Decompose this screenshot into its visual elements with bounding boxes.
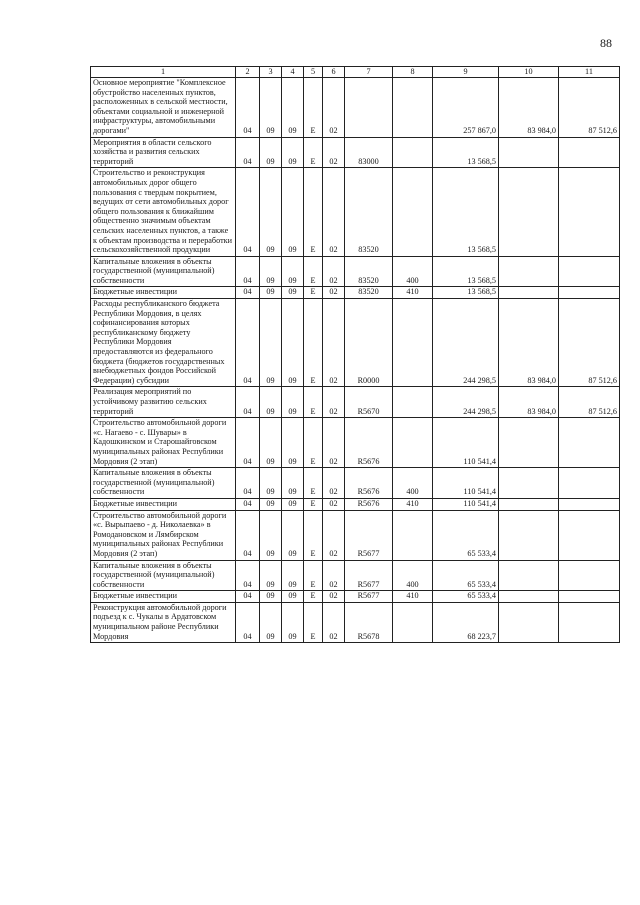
code-cell: 02 — [323, 418, 345, 468]
amount-cell — [559, 602, 620, 642]
amount-cell: 244 298,5 — [433, 299, 499, 387]
table-row — [91, 137, 620, 168]
code-cell: 410 — [393, 498, 433, 510]
amount-cell: 68 223,7 — [433, 602, 499, 642]
code-cell: 400 — [393, 560, 433, 591]
code-cell: 02 — [323, 256, 345, 287]
column-header-10: 10 — [499, 67, 559, 78]
code-cell — [393, 387, 433, 418]
code-cell: 09 — [260, 468, 282, 499]
code-cell: Е — [304, 256, 323, 287]
code-cell: 09 — [282, 510, 304, 560]
code-cell: 09 — [260, 387, 282, 418]
amount-cell: 110 541,4 — [433, 498, 499, 510]
code-cell: 09 — [260, 299, 282, 387]
code-cell: 02 — [323, 591, 345, 603]
code-cell: R5676 — [345, 418, 393, 468]
code-cell: Е — [304, 299, 323, 387]
amount-cell: 244 298,5 — [433, 387, 499, 418]
amount-cell: 13 568,5 — [433, 287, 499, 299]
code-cell: 02 — [323, 602, 345, 642]
code-cell: Е — [304, 591, 323, 603]
amount-cell: 83 984,0 — [499, 387, 559, 418]
amount-cell — [499, 602, 559, 642]
code-cell: 04 — [236, 591, 260, 603]
amount-cell: 13 568,5 — [433, 256, 499, 287]
row-name: Бюджетные инвестиции — [91, 498, 236, 510]
row-name: Строительство и реконструкция автомобильных дорог общего пользования с твердым покрытием, ведущих от сети автомобильных дорог общего пользования к ближайшим общественно значимым объектам сельских населенных пунктов, а также к объектам производства и переработки сельскохозяйственной продукции — [91, 168, 236, 256]
table-row — [91, 468, 620, 499]
page-number: 88 — [600, 36, 612, 50]
code-cell: 04 — [236, 387, 260, 418]
code-cell — [393, 418, 433, 468]
code-cell: 04 — [236, 498, 260, 510]
code-cell: 04 — [236, 78, 260, 138]
code-cell: 02 — [323, 468, 345, 499]
code-cell: 04 — [236, 560, 260, 591]
code-cell: Е — [304, 78, 323, 138]
code-cell: Е — [304, 137, 323, 168]
code-cell: 09 — [282, 168, 304, 256]
code-cell: Е — [304, 387, 323, 418]
code-cell: 410 — [393, 591, 433, 603]
column-header-5: 5 — [304, 67, 323, 78]
code-cell: 09 — [282, 287, 304, 299]
code-cell: 04 — [236, 137, 260, 168]
column-header-4: 4 — [282, 67, 304, 78]
code-cell: 83520 — [345, 168, 393, 256]
code-cell: 09 — [282, 560, 304, 591]
code-cell: 02 — [323, 299, 345, 387]
code-cell: 04 — [236, 510, 260, 560]
amount-cell — [499, 468, 559, 499]
code-cell: 09 — [282, 498, 304, 510]
row-name: Реконструкция автомобильной дороги подъезд к с. Чукалы в Ардатовском муниципальном районе Республики Мордовия — [91, 602, 236, 642]
row-name: Строительство автомобильной дороги «с. Нагаево - с. Шувары» в Кадошкинском и Старошайговском муниципальных районах Республики Мордовия (2 этап) — [91, 418, 236, 468]
code-cell: Е — [304, 560, 323, 591]
amount-cell: 83 984,0 — [499, 299, 559, 387]
code-cell: R5670 — [345, 387, 393, 418]
code-cell — [393, 168, 433, 256]
budget-table — [90, 66, 620, 643]
code-cell: R5676 — [345, 498, 393, 510]
code-cell: 09 — [282, 468, 304, 499]
table-row — [91, 498, 620, 510]
code-cell: 09 — [260, 78, 282, 138]
column-header-1: 1 — [91, 67, 236, 78]
code-cell: 09 — [282, 78, 304, 138]
amount-cell: 13 568,5 — [433, 168, 499, 256]
code-cell — [345, 78, 393, 138]
amount-cell — [559, 418, 620, 468]
table-row — [91, 418, 620, 468]
amount-cell — [559, 591, 620, 603]
row-name: Бюджетные инвестиции — [91, 591, 236, 603]
row-name: Строительство автомобильной дороги «с. Вырыпаево - д. Николаевка» в Ромодановском и Лямбирском муниципальных районах Республики Мордовия (2 этап) — [91, 510, 236, 560]
code-cell: 09 — [260, 287, 282, 299]
amount-cell: 65 533,4 — [433, 560, 499, 591]
amount-cell: 87 512,6 — [559, 387, 620, 418]
code-cell: 09 — [282, 256, 304, 287]
code-cell: R5678 — [345, 602, 393, 642]
code-cell: R5677 — [345, 560, 393, 591]
amount-cell — [559, 560, 620, 591]
amount-cell — [499, 560, 559, 591]
code-cell: 04 — [236, 287, 260, 299]
code-cell: 02 — [323, 510, 345, 560]
code-cell: 09 — [260, 137, 282, 168]
code-cell: 400 — [393, 256, 433, 287]
code-cell: Е — [304, 287, 323, 299]
amount-cell — [559, 287, 620, 299]
row-name: Реализация мероприятий по устойчивому развитию сельских территорий — [91, 387, 236, 418]
code-cell: 09 — [260, 168, 282, 256]
code-cell: Е — [304, 498, 323, 510]
table-row — [91, 510, 620, 560]
amount-cell — [499, 256, 559, 287]
code-cell: 400 — [393, 468, 433, 499]
code-cell: 09 — [260, 510, 282, 560]
code-cell: R0000 — [345, 299, 393, 387]
code-cell: 09 — [282, 418, 304, 468]
table-row — [91, 591, 620, 603]
code-cell: Е — [304, 468, 323, 499]
column-header-8: 8 — [393, 67, 433, 78]
code-cell — [393, 510, 433, 560]
amount-cell: 110 541,4 — [433, 468, 499, 499]
code-cell: Е — [304, 168, 323, 256]
table-row — [91, 299, 620, 387]
code-cell: R5677 — [345, 510, 393, 560]
row-name: Бюджетные инвестиции — [91, 287, 236, 299]
amount-cell — [499, 137, 559, 168]
amount-cell — [499, 418, 559, 468]
code-cell: 09 — [260, 591, 282, 603]
code-cell: 02 — [323, 498, 345, 510]
code-cell: 09 — [282, 137, 304, 168]
table-body — [91, 78, 620, 643]
header-row — [91, 67, 620, 78]
column-header-6: 6 — [323, 67, 345, 78]
table-row — [91, 560, 620, 591]
amount-cell: 65 533,4 — [433, 591, 499, 603]
code-cell: 04 — [236, 602, 260, 642]
code-cell — [393, 602, 433, 642]
code-cell: 09 — [282, 387, 304, 418]
code-cell: Е — [304, 602, 323, 642]
amount-cell: 87 512,6 — [559, 299, 620, 387]
amount-cell — [559, 137, 620, 168]
code-cell: Е — [304, 510, 323, 560]
amount-cell — [559, 510, 620, 560]
amount-cell — [499, 168, 559, 256]
code-cell: 04 — [236, 418, 260, 468]
code-cell — [393, 137, 433, 168]
code-cell: 09 — [282, 602, 304, 642]
row-name: Основное мероприятие "Комплексное обустройство населенных пунктов, расположенных в сельской местности, объектами социальной и инженерной инфраструктуры, автомобильными дорогами" — [91, 78, 236, 138]
row-name: Расходы республиканского бюджета Республики Мордовия, в целях софинансирования которых республиканскому бюджету Республики Мордовия предоставляются из федерального бюджета (бюджетов государственных внебюджетных фондов Российской Федерации) субсидии — [91, 299, 236, 387]
code-cell: 02 — [323, 78, 345, 138]
amount-cell — [499, 591, 559, 603]
row-name: Капитальные вложения в объекты государственной (муниципальной) собственности — [91, 468, 236, 499]
code-cell — [393, 78, 433, 138]
amount-cell: 110 541,4 — [433, 418, 499, 468]
row-name: Мероприятия в области сельского хозяйства и развития сельских территорий — [91, 137, 236, 168]
code-cell: 02 — [323, 560, 345, 591]
amount-cell: 257 867,0 — [433, 78, 499, 138]
table-row — [91, 78, 620, 138]
table-row — [91, 287, 620, 299]
code-cell — [393, 299, 433, 387]
code-cell: Е — [304, 418, 323, 468]
code-cell: 02 — [323, 137, 345, 168]
table-row — [91, 168, 620, 256]
column-header-7: 7 — [345, 67, 393, 78]
amount-cell: 83 984,0 — [499, 78, 559, 138]
amount-cell — [499, 510, 559, 560]
code-cell: 83520 — [345, 287, 393, 299]
code-cell: R5677 — [345, 591, 393, 603]
amount-cell: 13 568,5 — [433, 137, 499, 168]
code-cell: 09 — [260, 498, 282, 510]
code-cell: 04 — [236, 468, 260, 499]
code-cell: 09 — [260, 418, 282, 468]
amount-cell — [559, 498, 620, 510]
amount-cell: 65 533,4 — [433, 510, 499, 560]
table-row — [91, 256, 620, 287]
row-name: Капитальные вложения в объекты государственной (муниципальной) собственности — [91, 560, 236, 591]
amount-cell: 87 512,6 — [559, 78, 620, 138]
code-cell: 02 — [323, 168, 345, 256]
table-row — [91, 602, 620, 642]
column-header-3: 3 — [260, 67, 282, 78]
amount-cell — [559, 256, 620, 287]
code-cell: 09 — [260, 256, 282, 287]
code-cell: 09 — [260, 560, 282, 591]
column-header-2: 2 — [236, 67, 260, 78]
amount-cell — [559, 468, 620, 499]
code-cell: R5676 — [345, 468, 393, 499]
code-cell: 09 — [282, 299, 304, 387]
column-header-9: 9 — [433, 67, 499, 78]
code-cell: 09 — [282, 591, 304, 603]
table-row — [91, 387, 620, 418]
code-cell: 09 — [260, 602, 282, 642]
code-cell: 410 — [393, 287, 433, 299]
column-header-11: 11 — [559, 67, 620, 78]
row-name: Капитальные вложения в объекты государственной (муниципальной) собственности — [91, 256, 236, 287]
code-cell: 04 — [236, 168, 260, 256]
code-cell: 83520 — [345, 256, 393, 287]
code-cell: 04 — [236, 256, 260, 287]
amount-cell — [499, 498, 559, 510]
amount-cell — [559, 168, 620, 256]
code-cell: 83000 — [345, 137, 393, 168]
code-cell: 02 — [323, 287, 345, 299]
code-cell: 04 — [236, 299, 260, 387]
amount-cell — [499, 287, 559, 299]
code-cell: 02 — [323, 387, 345, 418]
